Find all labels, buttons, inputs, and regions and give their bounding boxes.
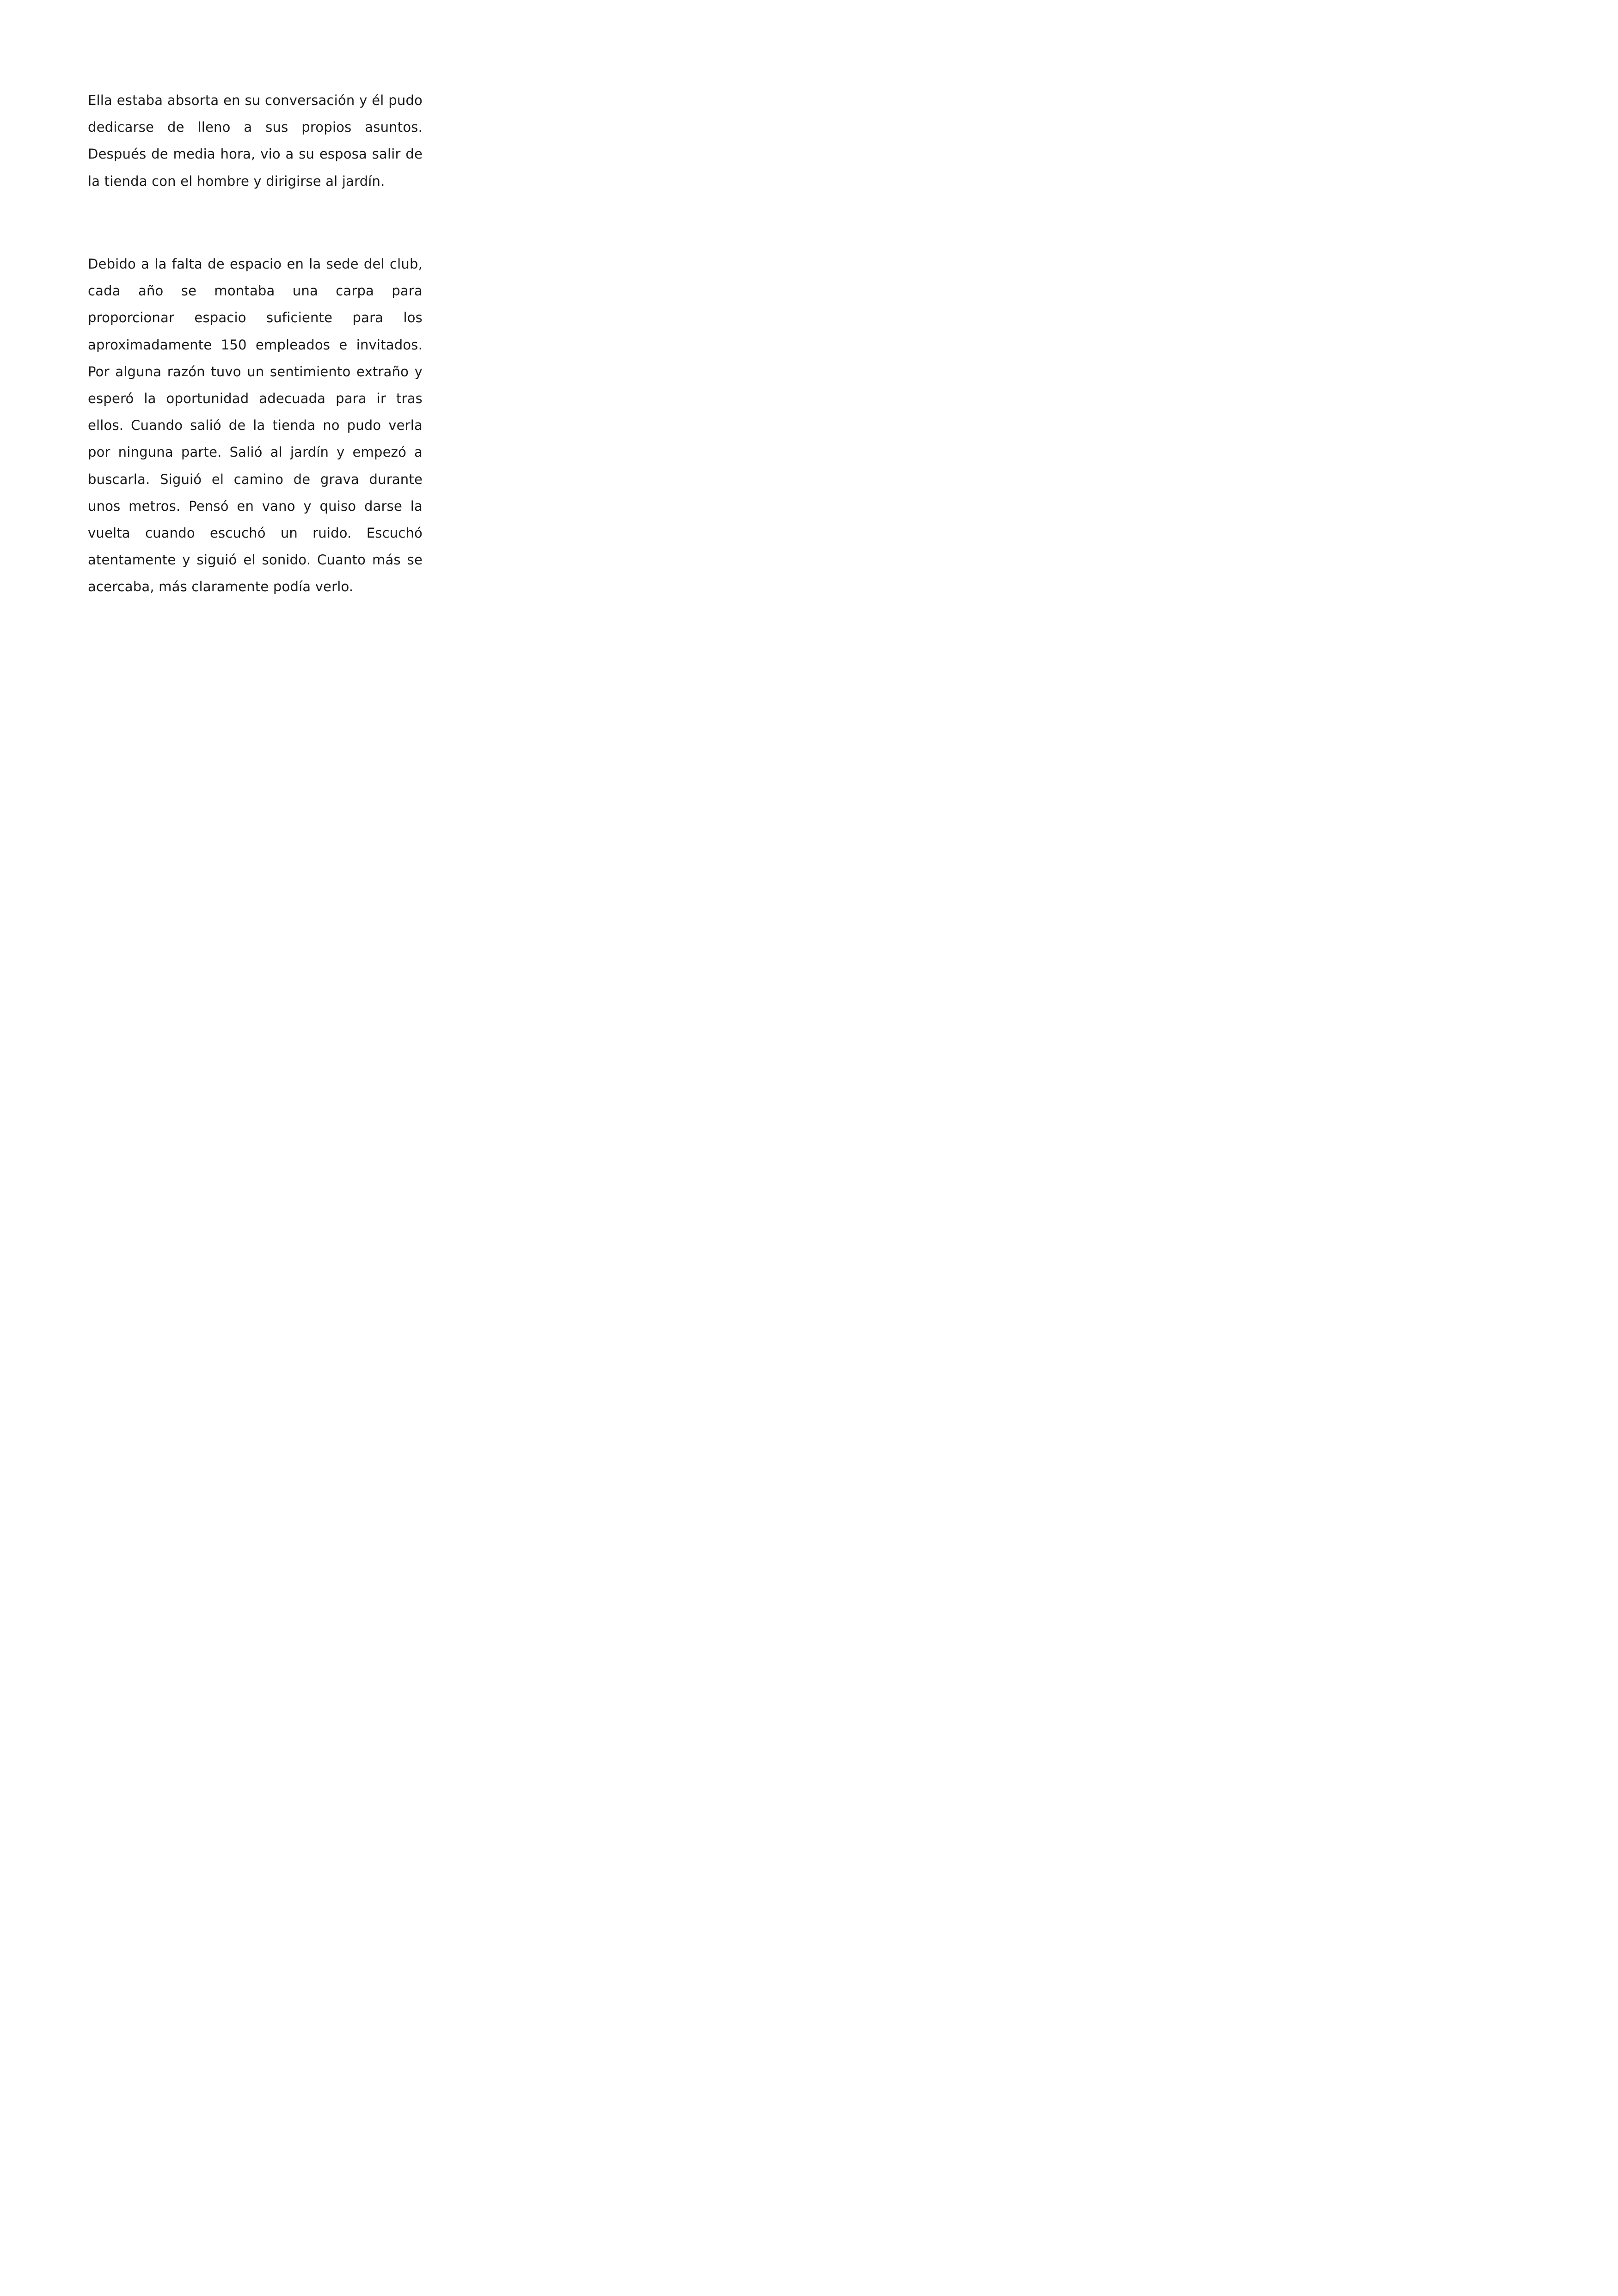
paragraph: Debido a la falta de espacio en la sede del club, cada año se montaba una carpa para proporcionar espacio suficiente para los aproximadamente 150 empleados e invitados. Por alguna razón tuvo un sentimiento extraño y esperó la oportunidad adecuada para ir tras ellos. Cuando salió de la tienda no pudo verla por ninguna parte. Salió al jardín y empezó a buscarla. Siguió el camino de grava durante unos metros. Pensó en vano y quiso darse la vuelta cuando escuchó un ruido. Escuchó atentamente y siguió el sonido. Cuanto más se acercaba, más claramente podía verlo. (88, 256, 423, 595)
document-page (0, 0, 509, 722)
paragraph: Ella estaba absorta en su conversación y él pudo dedicarse de lleno a sus propios asuntos. Después de media hora, vio a su esposa salir de la tienda con el hombre y dirigirse al jardín. (88, 92, 423, 189)
